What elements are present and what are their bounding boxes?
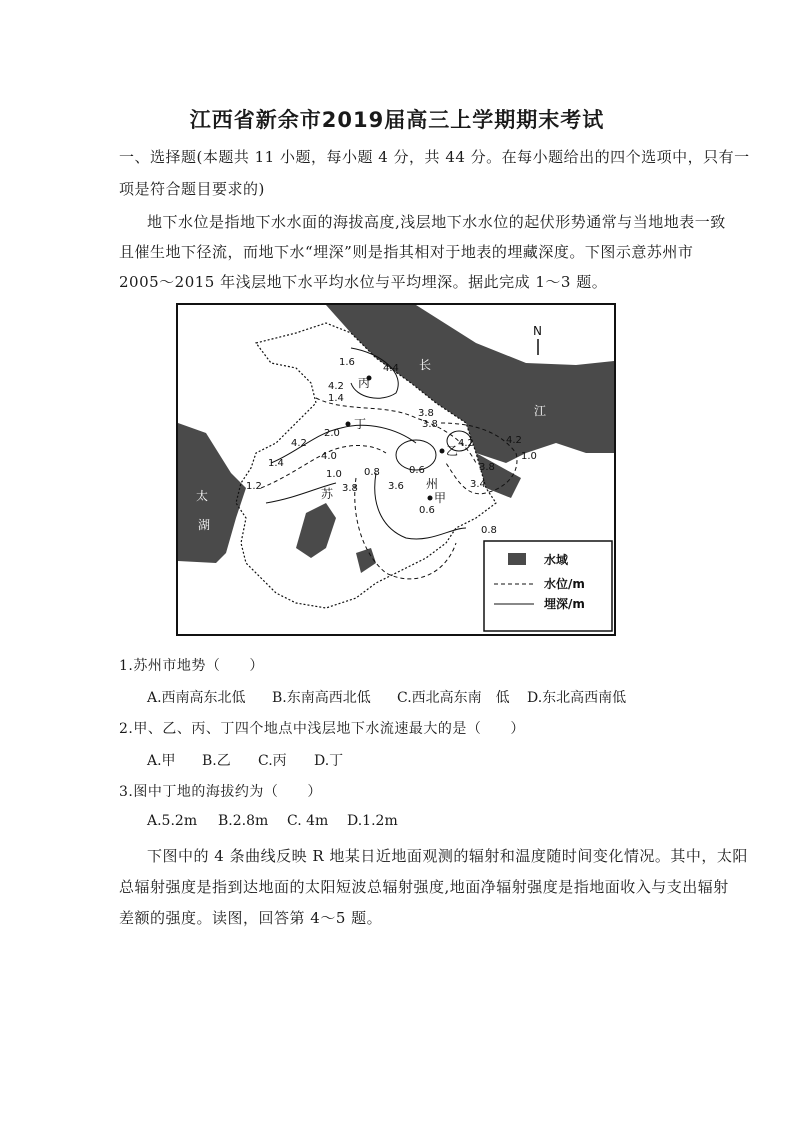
q1-option-a[interactable]: A.西南高东北低 [147,690,246,706]
legend-water-label: 水域 [544,553,569,567]
value-3: 4.2 [328,381,344,392]
point-ding: 丁 [354,417,367,431]
legend-water-swatch [508,553,526,565]
value-22: 4.2 [506,435,522,446]
value-21: 1.0 [521,451,537,462]
q1-option-c[interactable]: C.西北高东南 低 [397,690,510,706]
q3-option-c[interactable]: C. 4m [287,813,329,829]
q3-option-d[interactable]: D.1.2m [347,813,398,829]
question-2-stem: 2.甲、乙、丙、丁四个地点中浅层地下水流速最大的是（ ） [119,721,525,737]
value-2: 4.4 [383,363,399,374]
value-7: 0.6 [409,465,425,476]
q2-option-c[interactable]: C.丙 [258,753,287,769]
point-ding-dot [346,422,351,427]
point-jia-dot [428,496,433,501]
value-20: 0.8 [481,525,497,536]
value-14: 3.8 [342,483,358,494]
value-17: 3.6 [388,481,404,492]
label-zhou: 州 [426,477,439,491]
q3-option-a[interactable]: A.5.2m [147,813,198,829]
north-label: N [533,324,542,338]
value-16: 3.8 [479,462,495,473]
point-bing: 丙 [358,376,371,390]
value-18: 3.4 [470,479,486,490]
value-1: 1.6 [339,357,355,368]
intro-line-1: 地下水位是指地下水水面的海拔高度,浅层地下水水位的起伏形势通常与当地地表一致 [147,213,726,231]
point-jia: 甲 [434,491,447,505]
intro-line-3: 2005～2015 年浅层地下水平均水位与平均埋深。据此完成 1～3 题。 [119,273,608,291]
value-13: 0.8 [364,467,380,478]
label-su: 苏 [321,487,334,501]
section-header-line-2: 项是符合题目要求的) [119,180,265,198]
value-4: 1.4 [328,393,344,404]
q2-option-d[interactable]: D.丁 [314,753,344,769]
point-yi: 乙 [446,444,459,458]
question-1-stem: 1.苏州市地势（ ） [119,658,264,674]
value-11: 4.0 [321,451,337,462]
value-8: 2.0 [324,428,340,439]
label-hu: 湖 [198,518,211,532]
passage-2-line-1: 下图中的 4 条曲线反映 R 地某日近地面观测的辐射和温度随时间变化情况。其中，太阳 [147,847,748,865]
value-9: 4.2 [291,438,307,449]
q2-option-a[interactable]: A.甲 [147,753,176,769]
q1-option-d[interactable]: D.东北高西南低 [527,690,627,706]
value-5: 3.8 [418,408,434,419]
value-6: 4.2 [458,438,474,449]
legend-level-label: 水位/m [544,577,585,591]
section-header-line-1: 一、选择题(本题共 11 小题，每小题 4 分，共 44 分。在每小题给出的四个选项中，只有一 [119,148,750,166]
value-10: 1.4 [268,458,284,469]
passage-2-line-2: 总辐射强度是指到达地面的太阳短波总辐射强度,地面净辐射强度是指地面收入与支出辐射 [119,878,729,896]
question-3-stem: 3.图中丁地的海拔约为（ ） [119,784,322,800]
suzhou-groundwater-map [176,303,616,636]
value-15: 1.2 [246,481,262,492]
q2-option-b[interactable]: B.乙 [202,753,231,769]
label-tai: 太 [196,489,209,503]
value-23: 3.8 [422,419,438,430]
q1-option-b[interactable]: B.东南高西北低 [272,690,371,706]
q3-option-b[interactable]: B.2.8m [218,813,269,829]
intro-line-2: 且催生地下径流，而地下水“埋深”则是指其相对于地表的埋藏深度。下图示意苏州市 [119,243,694,261]
passage-2-line-3: 差额的强度。读图，回答第 4～5 题。 [119,909,383,927]
legend-depth-label: 埋深/m [544,597,585,611]
value-12: 1.0 [326,469,342,480]
label-jiang: 江 [534,404,547,418]
exam-title: 江西省新余市2019届高三上学期期末考试 [189,108,605,132]
label-chang: 长 [419,358,432,372]
value-19: 0.6 [419,505,435,516]
point-yi-dot [440,449,445,454]
